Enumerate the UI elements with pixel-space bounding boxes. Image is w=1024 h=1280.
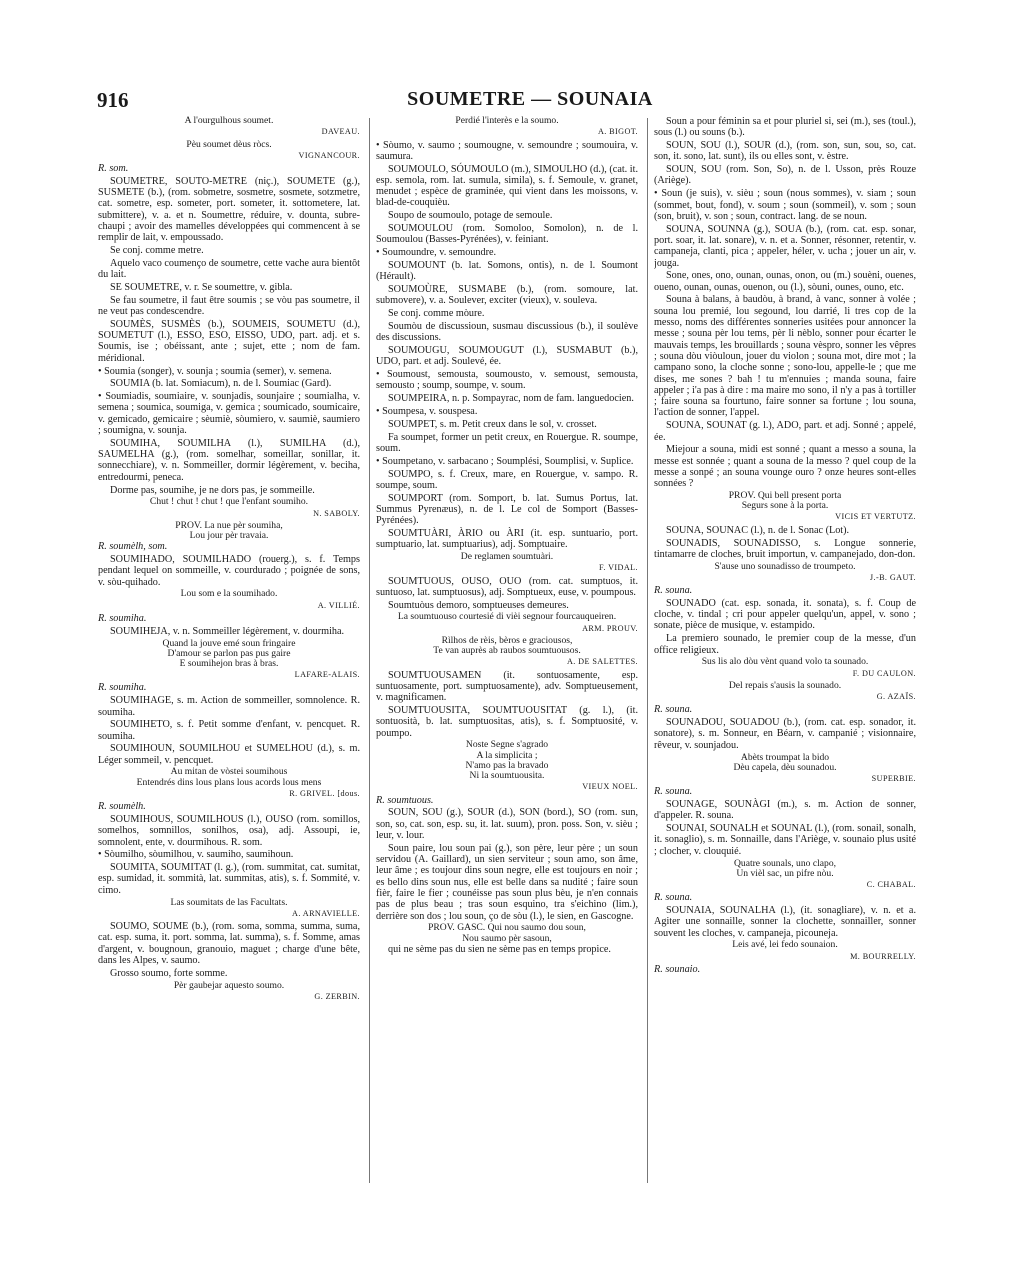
quotation-line: PROV. GASC. Qui nou saumo dou soun, [428,922,586,934]
dictionary-entry: SOUMPET, s. m. Petit creux dans le sol, v. crosset. [388,418,597,430]
dictionary-entry: SOUNADIS, SOUNADISSO, s. Longue sonnerie, tintamarre de cloches, bruit importun, v. campanejado, don-don. [654,537,916,560]
dictionary-entry: SOUMIA (b. lat. Somiacum), n. de l. Soumiac (Gard). [110,378,332,390]
dictionary-entry: Soupo de soumoulo, potage de semoule. [388,210,553,222]
etymology-reference: R. souna. [654,585,693,597]
quotation-attribution: VIEUX NOEL. [582,782,638,792]
dictionary-entry: SOUMIHADO, SOUMILHADO (rouerg.), s. f. Temps pendant lequel on sommeille, v. courdurado ; poignée de sons, v. sòu-quihado. [98,554,360,588]
quotation-attribution: ARM. PROUV. [582,623,638,633]
etymology-reference: R. souna. [654,704,693,716]
dictionary-entry: Se conj. comme metre. [110,245,204,257]
quotation-attribution: G. AZAÏS. [876,692,916,702]
etymology-reference: R. som. [98,163,129,174]
dictionary-entry: La premiero sounado, le premier coup de la messe, d'un office religieux. [654,633,916,656]
dictionary-entry: Dorme pas, soumihe, je ne dors pas, je sommeille. [110,484,315,496]
quotation-attribution: C. CHABAL. [866,879,916,889]
quotation-line: Un vièl sac, un pifre nòu. [736,867,834,879]
dictionary-entry: SOUMTUOUS, OUSO, OUO (rom. cat. sumptuos, it. suntuoso, lat. sumptuosus), adj. Somptueux, euse, v. poumpous. [376,575,638,598]
quotation-line: Pèr gaubejar aquesto soumo. [173,979,285,991]
quotation-line: Abèts troumpat la bido [740,751,830,763]
dictionary-entry: SOUN, SOU (l.), SOUR (d.), (rom. son, sun, sou, so, cat. son, it. sono, lat. sunt), ils ou elles sont, v. èstre. [654,140,916,163]
dictionary-entry: SOUNA, SOUNNA (g.), SOUA (b.), (rom. cat. esp. sonar, port. soar, it. lat. sonare), v. n. et a. Sonner, résonner, retentir, v. campaneja, clanti, pica ; appeler, héler, v. ucha ; jouer un air, v. jouga. [654,223,916,269]
cross-reference-entry: • Soun (je suis), v. sièu ; soun (nous sommes), v. siam ; soun (sommet, bout, fond), v. soum ; soun (sommeil), v. som ; soun (son, bruit), v. son ; soun, contract. lang. de se noun. [654,188,916,222]
column-rule [647,118,648,1183]
quotation-line: S'ause uno sounadisso de troumpeto. [714,560,856,572]
cross-reference-entry: • Soumoundre, v. semoundre. [376,247,497,259]
quotation-line: Del repais s'ausis la sounado. [728,679,842,691]
cross-reference-entry: • Soumoust, semousta, soumousto, v. semoust, semousta, semousto ; soump, soumpe, v. soum. [376,369,638,392]
dictionary-entry: SOUNAI, SOUNALH et SOUNAL (l.), (rom. sonail, sonalh, it. sonaglio), s. m. Sonnaille, dans l'Ariège, v. sounaio plus usité ; clocher, v. clouquié. [654,823,916,857]
dictionary-entry: SOUMITA, SOUMITAT (l. g.), (rom. summitat, cat. sumitat, esp. sumidad, it. sommità, lat. summitas, atis), s. f. Sommité, v. cimo. [98,862,360,896]
quotation-line: N'amo pas la bravado [465,759,549,771]
page-number: 916 [97,88,129,112]
dictionary-entry: Aquelo vaco coumenço de soumetre, cette vache aura bientôt du lait. [98,257,360,281]
quotation-line: Pèu soumet dèus ròcs. [186,138,272,150]
dictionary-entry: Soun paire, lou soun pai (g.), son père, leur père ; un soun servidou (A. Gaillard), un sien serviteur ; soun amo, son âme, leur âme ; es toujour dins soun negre, elle est toujours en noir ; es bello dins soun nus, elle est belle dans sa nudité ; faire soun fièr, faire le fier ; counéisse pas soun plus bèu, je n'en connais pas de plus beau ; tras soun esquino, tra s'eichino (lim.), derrière son dos ; lou soun, ço de sòu (l.), le sien, en Gascogne. [376,842,638,922]
dictionary-entry: Soun a pour féminin sa et pour pluriel si, sei (m.), ses (toul.), sous (l.) ou souns (b.). [654,116,916,139]
dictionary-entry: SOUMTUÀRI, ÀRIO ou ÀRI (it. esp. suntuario, port. sumptuario, lat. sumptuarius), adj. Somptuaire. [376,528,638,551]
quotation-attribution: G. ZERBIN. [314,991,360,1001]
quotation-attribution: LAFARE-ALAIS. [294,670,360,680]
dictionary-entry: SOUNADO (cat. esp. sonada, it. sonata), s. f. Coup de cloche, v. tindal ; cri pour appeler quelqu'un, appel, v. sono ; sonate, pièce de musique, v. estampido. [654,597,916,632]
dictionary-entry: SOUN, SOU (g.), SOUR (d.), SON (bord.), SO (rom. sun, son, so, cat. son, esp. su, it. lat. suum), pron. poss. Son, v. sièu ; leur, v. lour. [376,807,638,841]
cross-reference-entry: • Soumia (songer), v. sounja ; soumia (semer), v. semena. [98,365,332,377]
dictionary-entry: SOUMETRE, SOUTO-METRE (niç.), SOUMETE (g.), SUSMETE (b.), (rom. sobmetre, sosmetre, sosmete, sotzmetre, cat. sometre, esp. someter, port. someter, it. sottometere, lat. submittere), v. a. et n. Soumettre, réduire, v. dounta, subre-chaupi ; avoir des mamelles développées qui commencent à se remplir de lait, v. empoussado. [98,175,360,244]
dictionary-entry: SOUMIHETO, s. f. Petit somme d'enfant, v. pencquet. R. soumiha. [98,719,360,742]
quotation-line: Lou jour pèr travaia. [189,530,269,542]
quotation-attribution: F. VIDAL. [599,563,638,573]
dictionary-entry: SOUMIHEJA, v. n. Sommeiller légèrement, v. dourmiha. [110,625,345,637]
dictionary-entry: SOUNAGE, SOUNÀGI (m.), s. m. Action de sonner, d'appeler. R. souna. [654,799,916,822]
dictionary-entry: Sone, ones, ono, ounan, ounas, onon, ou (m.) souèni, ouenes, oueno, ounan, ounas, ouenon, ou (l.), sòuni, ounes, ouno, etc. [654,270,916,293]
dictionary-entry: SOUMOULO, SÓUMOULO (m.), SIMOULHO (d.), (cat. it. esp. semola, rom. lat. sumula, simila), s. f. Semoule, v. granet, menudet ; espèce de graminée, qui vient dans les moissons, v. blad-de-couquièu. [376,163,638,209]
dictionary-entry: Fa soumpet, former un petit creux, en Rouergue. R. soumpe, soum. [376,431,638,454]
quotation-attribution: N. SABOLY. [313,508,360,518]
etymology-reference: R. sounaio. [654,963,701,975]
quotation-attribution: A. ARNAVIELLE. [292,908,360,918]
dictionary-entry: Se fau soumetre, il faut être soumis ; se vòu pas soumetre, il ne veut pas condescendre. [98,294,360,318]
etymology-reference: R. souna. [654,892,693,904]
running-head: SOUMETRE — SOUNAIA [407,88,653,110]
quotation-attribution: DAVEAU. [321,127,360,137]
dictionary-entry: Grosso soumo, forte somme. [110,967,228,979]
quotation-line: D'amour se parlon pas pus gaire [167,647,291,659]
dictionary-entry: SOUNA, SOUNAC (l.), n. de l. Sonac (Lot). [666,524,850,536]
quotation-line: Nou saumo pèr sasoun, [462,932,552,944]
quotation-line: La soumtuouso courtesié di vièi segnour fourcauqueiren. [397,611,617,623]
quotation-line: Quatre sounals, uno clapo, [733,857,837,869]
dictionary-entry: SOUNA, SOUNAT (g. l.), ADO, part. et adj. Sonné ; appelé, ée. [654,420,916,443]
quotation-line: Lou som e la soumihado. [180,588,278,600]
dictionary-entry: SOUMOUGU, SOUMOUGUT (l.), SUSMABUT (b.), UDO, part. et adj. Soulevé, ée. [376,345,638,368]
quotation-line: Sus lis alo dòu vènt quand volo ta sounado. [701,656,869,668]
quotation-line: De reglamen soumtuàri. [460,551,554,563]
dictionary-entry: Se conj. comme mòure. [388,308,485,320]
dictionary-entry: SOUMOÙRE, SUSMABE (b.), (rom. somoure, lat. submovere), v. a. Soulever, exciter (vieux), v. souleva. [376,284,638,307]
cross-reference-entry: • Soumiadis, soumiaire, v. sounjadis, sounjaire ; soumialha, v. semena ; soumica, soumiga, v. gemica ; soumicado, soumicaire, v. gemicado, gemicaire ; sèumiè, sòumiero, v. saumiè, saumiero ; soumigna, v. sounja. [98,391,360,437]
quotation-attribution: A. VILLIÉ. [317,600,360,610]
column-rule [369,118,370,1183]
dictionary-entry: SOUMTUOUSITA, SOUMTUOUSITAT (g. l.), (it. sontuosità, b. lat. sumptuositas, atis), s. f. Somptuosité, v. poumpo. [376,705,638,739]
etymology-reference: R. soumèlh, som. [98,541,168,553]
quotation-line: Quand la jouve emé soun fringaire [162,637,296,649]
etymology-reference: R. souna. [654,786,693,798]
quotation-line: Noste Segne s'agrado [465,739,549,751]
quotation-line: A l'ourgulhous soumet. [184,116,274,126]
dictionary-entry: Soumòu de discussioun, susmau discussious (b.), il soulève des discussions. [376,320,638,344]
dictionary-entry: Souna à balans, à baudòu, à brand, à vanc, sonner à volée ; souna lou premié, lou segound, lou darrié, li tres cop de la messo, noms des différentes sonneries usitées pour annoncer la messe ; souna pèr lou tems, pèr li nèblo, sonner pour écarter le mauvais temps, les brouillards ; souna vèspro, sonner les vêpres ; souna dòu viòuloun, jouer du violon ; souna mot, dire mot ; la campano sono, la cloche sonne ; sono-lou, appelle-le ; que me dises, me sones ? bah ! tu m'ennuies ; manda souna, faire appeler ; i'a pas à dire : ma maire mo sono, il n'y a pas à tortiller ; faire souna sa fourtuno, faire sonner sa fortune ; lou souna, l'action de sonner, l'appel. [654,294,916,419]
quotation-line: Rìlhos de rèis, bèros e graciousos, [441,634,573,646]
dictionary-entry: SOUMTUOUSAMEN (it. sontuosamente, esp. suntuosamente, port. sumptuosamente), adv. Somptueusement, v. magnificamen. [376,669,638,704]
quotation-line: Dèu capela, dèu sounadou. [733,761,837,773]
quotation-line: E soumihejon bras à bras. [179,657,279,669]
dictionary-entry: SOUMIHA, SOUMILHA (l.), SUMILHA (d.), SAUMELHA (g.), (rom. somelhar, someillar, sonillar, it. sonnecchiare), v. n. Sommeiller, dormir légèrement, v. beciha, entredourmi, peneca. [98,437,360,483]
dictionary-entry: SOUMOUNT (b. lat. Somons, ontis), n. de l. Soumont (Hérault). [376,259,638,283]
dictionary-entry: SOUMIHOUS, SOUMILHOUS (l.), OUSO (rom. somillos, somelhos, somnillos, sonilhos, osa), adj. Assoupi, ie, somnolent, ente, v. dourmihous. R. som. [98,813,360,848]
dictionary-entry: SOUMO, SOUME (b.), (rom. soma, somma, summa, suma, cat. esp. suma, it. port. somma, lat. summa), s. f. Somme, amas d'argent, v. bougnoun, granouio, maguet ; charge d'une bête, dans les Alpes, v. saumo. [98,921,360,966]
cross-reference-entry: • Soumpesa, v. souspesa. [376,406,478,418]
dictionary-column-3 [654,116,916,1206]
quotation-line: Perdié l'interès e la soumo. [455,116,559,126]
quotation-line: Te van auprès ab raubos soumtuousos. [433,645,581,657]
quotation-attribution: F. DU CAULON. [852,668,916,678]
quotation-attribution: R. GRIVEL. [dous. [289,788,360,798]
quotation-attribution: A. DE SALETTES. [566,657,638,667]
quotation-line: Ni la soumtuousita. [469,770,545,782]
dictionary-entry: qui ne sème pas du sien ne sème pas en temps propice. [388,943,611,955]
dictionary-column-2 [376,116,638,1206]
dictionary-entry: SE SOUMETRE, v. r. Se soumettre, v. gibla. [110,281,293,293]
dictionary-column-1 [98,116,360,1206]
cross-reference-entry: • Sòumilho, sòumilhou, v. saumiho, saumihoun. [98,849,294,861]
dictionary-entry: SOUN, SOU (rom. Son, So), n. de l. Usson, près Rouze (Ariège). [654,164,916,187]
quotation-attribution: M. BOURRELLY. [850,951,916,961]
dictionary-entry: SOUMIHOUN, SOUMILHOU et SUMELHOU (d.), s. m. Léger sommeil, v. pencquet. [98,743,360,766]
quotation-line: Segurs sone à la porta. [741,500,829,512]
cross-reference-entry: • Soumpetano, v. sarbacano ; Soumplési, Soumplisi, v. Suplice. [376,455,634,467]
dictionary-entry: SOUNAIA, SOUNALHA (l.), (it. sonagliare), v. n. et a. Agiter une sonnaille, sonner la clochette, sonnailler, sonner souvent les cloches, v. campaneja, picouneja. [654,905,916,939]
quotation-attribution: A. BIGOT. [597,127,638,137]
quotation-attribution: VICIS ET VERTUTZ. [835,512,916,522]
etymology-reference: R. soumiha. [98,682,147,694]
dictionary-entry: SOUNADOU, SOUADOU (b.), (rom. cat. esp. sonador, it. sonatore), s. m. Sonneur, en Béarn, v. campanié ; visionnaire, rêveur, v. sounjadou. [654,717,916,751]
dictionary-entry: Soumtuòus demoro, somptueuses demeures. [388,599,569,611]
quotation-attribution: VIGNANCOUR. [298,150,360,160]
quotation-line: A la simplicita ; [476,749,538,761]
quotation-attribution: J.-B. GAUT. [869,572,916,582]
quotation-line: PROV. La nue pèr soumiha, [175,519,283,531]
quotation-line: Las soumitats de las Facultats. [170,896,288,908]
quotation-line: PROV. Qui bell present porta [728,490,842,501]
etymology-reference: R. soumèlh. [98,801,146,813]
etymology-reference: R. soumtuous. [376,794,434,806]
quotation-line: Au mitan de vòstei soumihous [170,766,288,778]
dictionary-entry: SOUMPO, s. f. Creux, mare, en Rouergue, v. sampo. R. soumpe, soum. [376,468,638,491]
quotation-attribution: SUPERBIE. [871,773,916,783]
quotation-line: Entendrés dins lous plans lous acords lous mens [136,776,322,788]
cross-reference-entry: • Sòumo, v. saumo ; soumougne, v. semoundre ; soumouira, v. saumura. [376,139,638,162]
quotation-line: Leis avé, lei fedo sounaion. [732,939,838,951]
dictionary-entry: SOUMIHAGE, s. m. Action de sommeiller, somnolence. R. soumiha. [98,695,360,718]
dictionary-entry: SOUMOULOU (rom. Somoloo, Somolon), n. de l. Soumoulou (Basses-Pyrénées), v. feiniant. [376,223,638,246]
quotation-line: Chut ! chut ! chut ! que l'enfant soumiho. [149,496,309,508]
dictionary-entry: SOUMÈS, SUSMÈS (b.), SOUMEIS, SOUMETU (d.), SOUMETUT (l.), ESSO, ESO, EISSO, UDO, part. adj. et s. Soumis, ise ; obéissant, ante ; sujet, ette ; nom de fam. méridional. [98,318,360,364]
dictionary-entry: Miejour a souna, midi est sonné ; quant a messo a souna, la messe est sonnée ; quant a souna de la messo ? quel coup de la messe a sonpé ; an souna vounge ouro ? onze heures sont-elles sonnées ? [654,444,916,490]
etymology-reference: R. soumiha. [98,612,147,624]
dictionary-entry: SOUMPORT (rom. Somport, b. lat. Sumus Portus, lat. Summus Pyrenæus), n. de l. Le col de Somport (Basses-Pyrénées). [376,492,638,527]
dictionary-entry: SOUMPEIRA, n. p. Sompayrac, nom de fam. languedocien. [388,393,634,405]
